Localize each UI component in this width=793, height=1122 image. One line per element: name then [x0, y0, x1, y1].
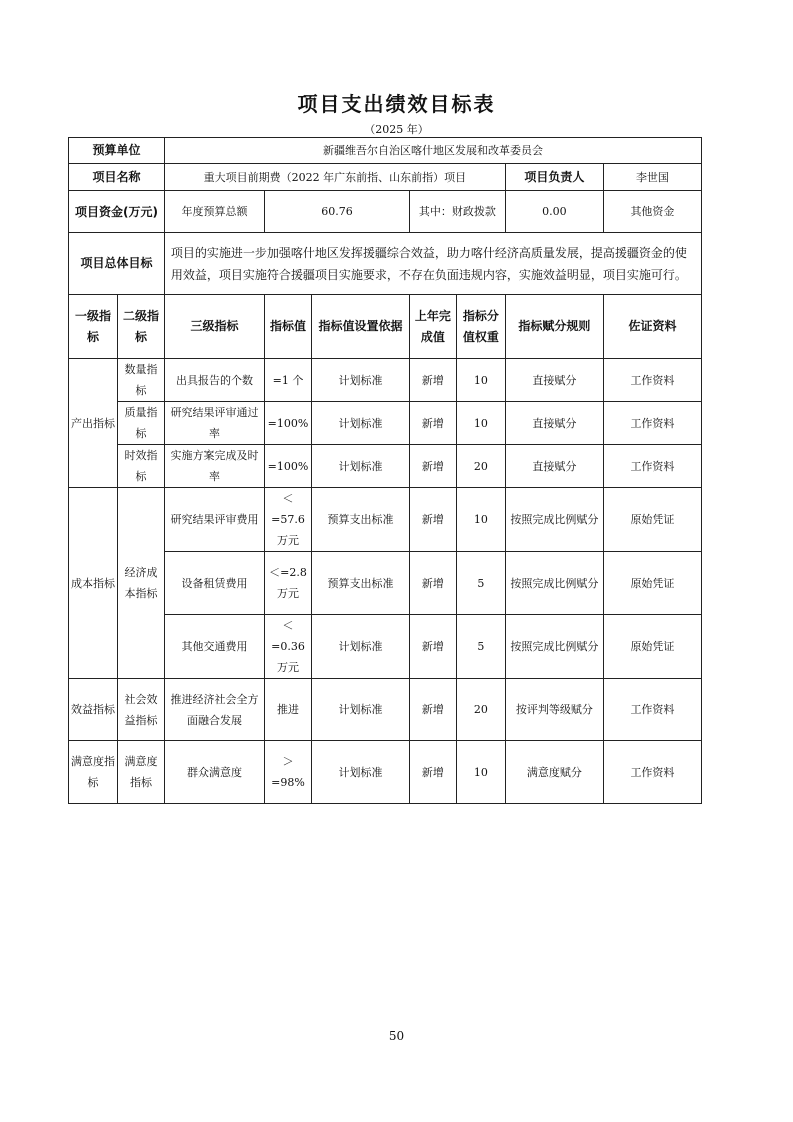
- evidence-cell: 工作资料: [603, 359, 701, 402]
- funds-label: 项目资金(万元): [69, 191, 165, 233]
- basis-cell: 计划标准: [311, 615, 409, 679]
- value-cell: ＜=2.8万元: [265, 552, 312, 615]
- evidence-cell: 工作资料: [603, 741, 701, 804]
- project-leader-label: 项目负责人: [505, 164, 603, 191]
- page-number: 50: [388, 1029, 405, 1043]
- header-last-year: 上年完成值: [409, 295, 456, 359]
- l2-cell: 经济成本指标: [118, 488, 165, 679]
- performance-table: [68, 137, 702, 804]
- evidence-cell: 原始凭证: [603, 615, 701, 679]
- last-year-cell: 新增: [409, 445, 456, 488]
- weight-cell: 10: [456, 741, 505, 804]
- annual-budget-value: 60.76: [265, 191, 410, 233]
- rule-cell: 直接赋分: [505, 445, 603, 488]
- header-rule: 指标赋分规则: [505, 295, 603, 359]
- header-basis: 指标值设置依据: [311, 295, 409, 359]
- rule-cell: 按评判等级赋分: [505, 679, 603, 741]
- evidence-cell: 工作资料: [603, 445, 701, 488]
- fiscal-value: 0.00: [505, 191, 603, 233]
- value-cell: ＜=0.36万元: [265, 615, 312, 679]
- l3-cell: 其他交通费用: [164, 615, 264, 679]
- goal-text: 项目的实施进一步加强喀什地区发挥援疆综合效益，助力喀什经济高质量发展，提高援疆资金的使用效益，项目实施符合援疆项目实施要求，不存在负面违规内容，实施效益明显，项目实施可行。: [164, 233, 701, 295]
- l3-cell: 设备租赁费用: [164, 552, 264, 615]
- l2-cell: 社会效益指标: [118, 679, 165, 741]
- table-row: [69, 445, 702, 488]
- budget-unit-row: [69, 138, 702, 164]
- header-level1: 一级指标: [69, 295, 118, 359]
- project-name-value: 重大项目前期费（2022 年广东前指、山东前指）项目: [164, 164, 505, 191]
- evidence-cell: 原始凭证: [603, 552, 701, 615]
- annual-budget-label: 年度预算总额: [164, 191, 264, 233]
- evidence-cell: 工作资料: [603, 679, 701, 741]
- budget-unit-label: 预算单位: [69, 138, 165, 164]
- goal-row: [69, 233, 702, 295]
- header-level2: 二级指标: [118, 295, 165, 359]
- goal-label: 项目总体目标: [69, 233, 165, 295]
- year-label: （2025 年）: [364, 123, 429, 136]
- basis-cell: 预算支出标准: [311, 488, 409, 552]
- last-year-cell: 新增: [409, 359, 456, 402]
- last-year-cell: 新增: [409, 741, 456, 804]
- other-funds-label: 其他资金: [603, 191, 701, 233]
- table-row: [69, 359, 702, 402]
- l3-cell: 推进经济社会全方面融合发展: [164, 679, 264, 741]
- group-benefit: 效益指标: [69, 679, 118, 741]
- l3-cell: 研究结果评审费用: [164, 488, 264, 552]
- value-cell: =100%: [265, 402, 312, 445]
- basis-cell: 计划标准: [311, 359, 409, 402]
- value-cell: =100%: [265, 445, 312, 488]
- rule-cell: 直接赋分: [505, 359, 603, 402]
- budget-unit-value: 新疆维吾尔自治区喀什地区发展和改革委员会: [164, 138, 701, 164]
- l2-cell: 数量指标: [118, 359, 165, 402]
- l3-cell: 出具报告的个数: [164, 359, 264, 402]
- project-name-row: [69, 164, 702, 191]
- basis-cell: 计划标准: [311, 402, 409, 445]
- table-row: [69, 552, 702, 615]
- evidence-cell: 工作资料: [603, 402, 701, 445]
- evidence-cell: 原始凭证: [603, 488, 701, 552]
- table-row: [69, 679, 702, 741]
- header-weight: 指标分值权重: [456, 295, 505, 359]
- group-cost: 成本指标: [69, 488, 118, 679]
- weight-cell: 20: [456, 679, 505, 741]
- funds-row: [69, 191, 702, 233]
- table-row: [69, 615, 702, 679]
- last-year-cell: 新增: [409, 615, 456, 679]
- rule-cell: 直接赋分: [505, 402, 603, 445]
- l3-cell: 实施方案完成及时率: [164, 445, 264, 488]
- value-cell: ＜=57.6万元: [265, 488, 312, 552]
- basis-cell: 计划标准: [311, 445, 409, 488]
- page-title: 项目支出绩效目标表: [297, 92, 496, 116]
- fiscal-label: 其中：财政拨款: [409, 191, 505, 233]
- l2-cell: 质量指标: [118, 402, 165, 445]
- basis-cell: 计划标准: [311, 679, 409, 741]
- basis-cell: 预算支出标准: [311, 552, 409, 615]
- l2-cell: 时效指标: [118, 445, 165, 488]
- header-evidence: 佐证资料: [603, 295, 701, 359]
- last-year-cell: 新增: [409, 488, 456, 552]
- last-year-cell: 新增: [409, 402, 456, 445]
- value-cell: =1 个: [265, 359, 312, 402]
- l3-cell: 群众满意度: [164, 741, 264, 804]
- group-output: 产出指标: [69, 359, 118, 488]
- header-row: [69, 295, 702, 359]
- basis-cell: 计划标准: [311, 741, 409, 804]
- rule-cell: 按照完成比例赋分: [505, 615, 603, 679]
- weight-cell: 5: [456, 552, 505, 615]
- table-row: [69, 488, 702, 552]
- weight-cell: 10: [456, 359, 505, 402]
- value-cell: ＞=98%: [265, 741, 312, 804]
- last-year-cell: 新增: [409, 679, 456, 741]
- value-cell: 推进: [265, 679, 312, 741]
- weight-cell: 20: [456, 445, 505, 488]
- project-leader-value: 李世国: [603, 164, 701, 191]
- l2-cell: 满意度指标: [118, 741, 165, 804]
- table-row: [69, 402, 702, 445]
- table-row: [69, 741, 702, 804]
- header-level3: 三级指标: [164, 295, 264, 359]
- weight-cell: 10: [456, 488, 505, 552]
- rule-cell: 满意度赋分: [505, 741, 603, 804]
- header-value: 指标值: [265, 295, 312, 359]
- weight-cell: 5: [456, 615, 505, 679]
- l3-cell: 研究结果评审通过率: [164, 402, 264, 445]
- last-year-cell: 新增: [409, 552, 456, 615]
- rule-cell: 按照完成比例赋分: [505, 488, 603, 552]
- project-name-label: 项目名称: [69, 164, 165, 191]
- weight-cell: 10: [456, 402, 505, 445]
- group-satisfaction: 满意度指标: [69, 741, 118, 804]
- rule-cell: 按照完成比例赋分: [505, 552, 603, 615]
